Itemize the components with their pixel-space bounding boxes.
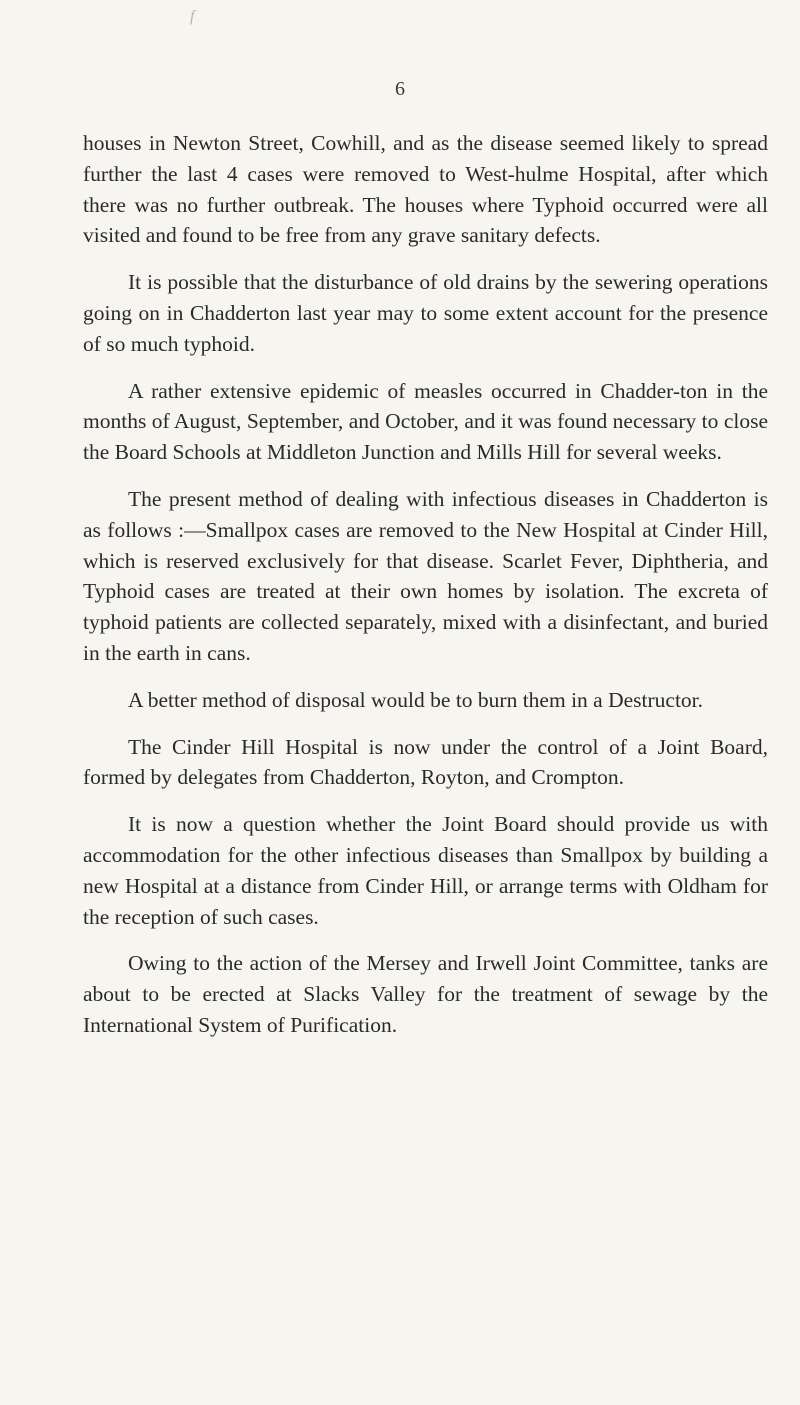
page-number: 6 <box>395 78 405 100</box>
paragraph-4: The present method of dealing with infectious diseases in Chadderton is as follows :—Smallpox cases are removed to the New Hospital at Cinder Hill, which is reserved exclusively for that disease. Scarlet Fever, Diphtheria, and Typhoid cases are treated at their own homes by isolation. The excreta of typhoid patients are collected separately, mixed with a disinfectant, and buried in the earth in cans. <box>83 486 768 665</box>
paragraph-7: It is now a question whether the Joint Board should provide us with accommodation for the other infectious diseases than Smallpox by building a new Hospital at a distance from Cinder Hill, or arrange terms with Oldham for the reception of such cases. <box>83 812 768 929</box>
paragraph-2: It is possible that the disturbance of old drains by the sewering operations going on in Chadderton last year may to some extent account for the presence of so much typhoid. <box>83 270 768 356</box>
corner-mark: f <box>190 8 195 25</box>
body-text <box>83 128 768 1057</box>
paragraph-1: houses in Newton Street, Cowhill, and as the disease seemed likely to spread further the last 4 cases were removed to West-hulme Hospital, after which there was no further outbreak. The houses where Typhoid occurred were all visited and found to be free from any grave sanitary defects. <box>83 131 768 248</box>
paragraph-5: A better method of disposal would be to burn them in a Destructor. <box>128 687 704 712</box>
paragraph-6: The Cinder Hill Hospital is now under the control of a Joint Board, formed by delegates from Chadderton, Royton, and Crompton. <box>83 734 768 790</box>
paragraph-3: A rather extensive epidemic of measles occurred in Chadder-ton in the months of August, September, and October, and it was found necessary to close the Board Schools at Middleton Junction and Mills Hill for several weeks. <box>83 378 768 465</box>
paragraph-8: Owing to the action of the Mersey and Irwell Joint Committee, tanks are about to be erected at Slacks Valley for the treatment of sewage by the International System of Purification. <box>83 951 768 1037</box>
